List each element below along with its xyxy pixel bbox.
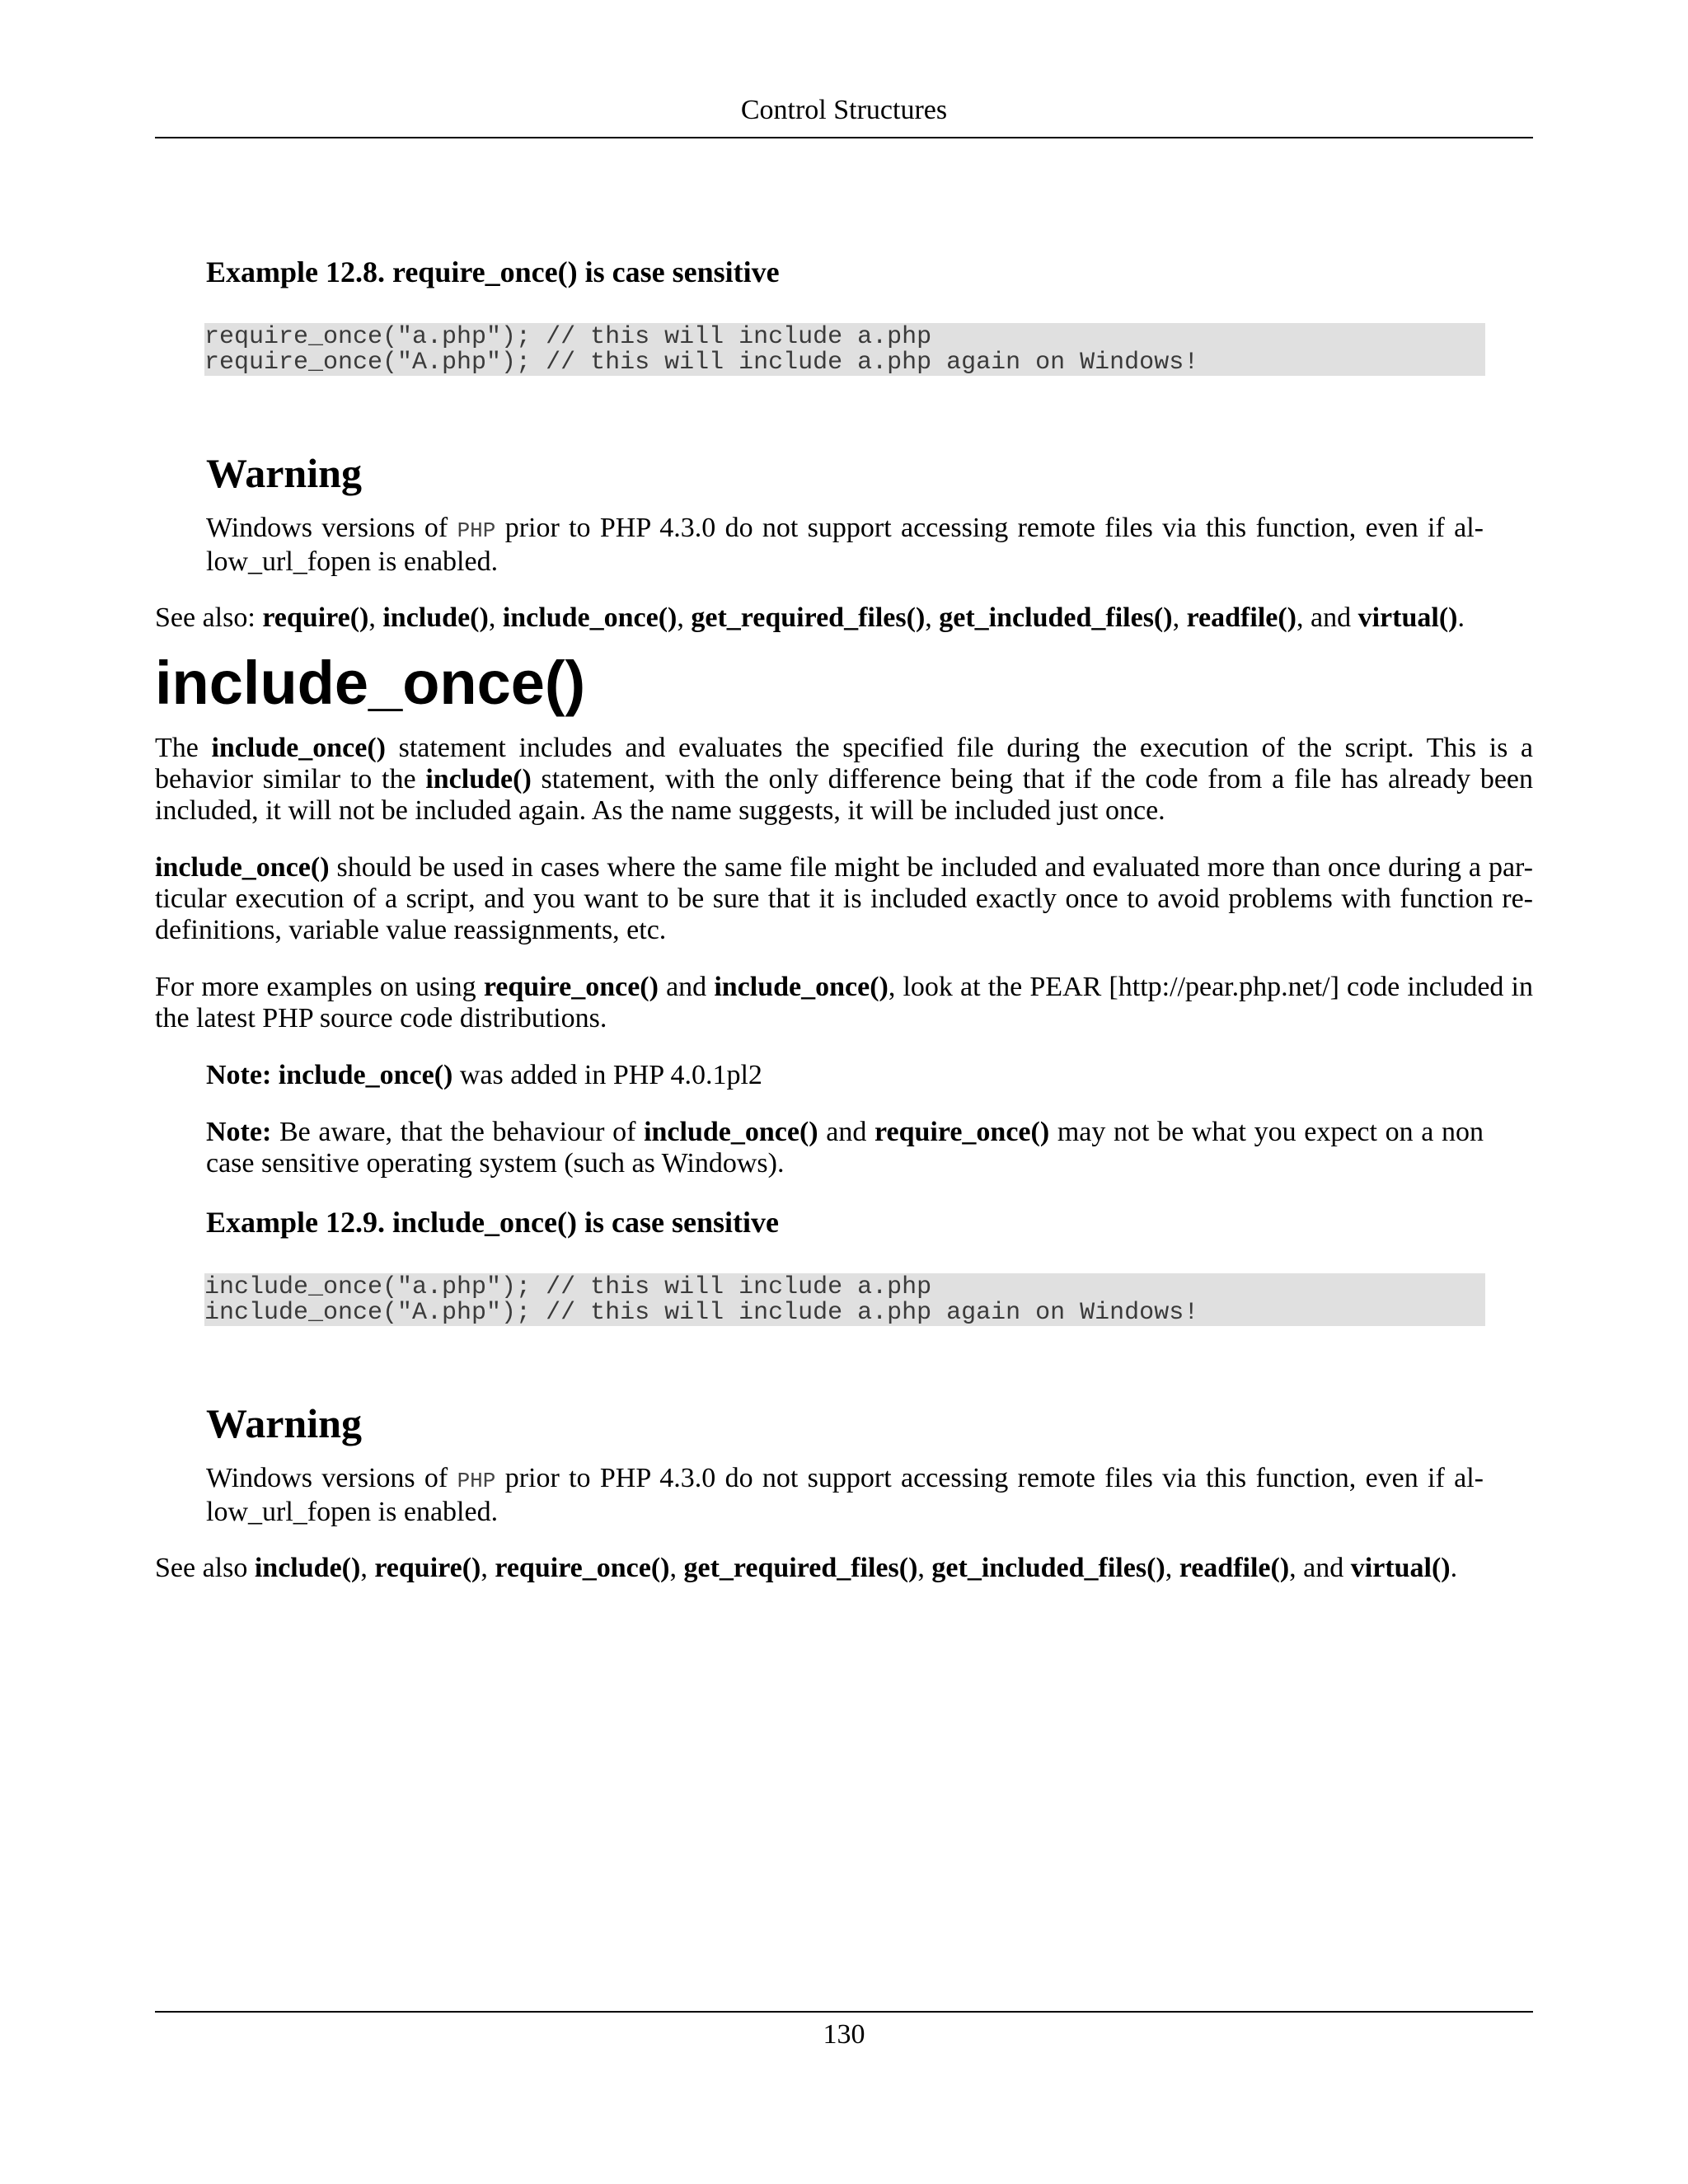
note	[206, 1060, 1484, 1091]
function-ref: require_once()	[874, 1117, 1050, 1147]
see-also-line	[155, 1553, 1533, 1584]
text-run: Windows versions of	[206, 1463, 457, 1493]
function-ref: include()	[425, 764, 532, 794]
example-title: Example 12.8. require_once() is case sensitive	[206, 255, 780, 288]
warning-box	[206, 450, 1484, 578]
function-ref: virtual()	[1350, 1553, 1451, 1583]
text-run: Be aware, that the behaviour of	[279, 1117, 645, 1147]
page-number: 130	[823, 2019, 865, 2050]
separator: , and	[1289, 1553, 1351, 1583]
function-ref: get_included_files()	[931, 1553, 1165, 1583]
text-run: See also	[155, 1553, 255, 1583]
code-line: include_once("a.php"); // this will include a.php	[204, 1273, 932, 1301]
function-ref: include()	[382, 602, 489, 633]
text-run: The	[155, 733, 212, 763]
warning-text	[206, 513, 1484, 578]
paragraph	[155, 972, 1533, 1034]
separator: ,	[917, 1553, 932, 1583]
text-run: statement, with the only difference being that if the code from a file has already been included, it will not be included again. As the name suggests, it will be included just once.	[155, 764, 1534, 826]
paragraph	[155, 852, 1533, 946]
separator: ,	[1165, 1553, 1179, 1583]
function-ref: include_once()	[502, 602, 678, 633]
text-run: and	[818, 1117, 875, 1147]
separator: ,	[1172, 602, 1187, 633]
footer-rule	[155, 2011, 1533, 2013]
function-ref: include_once()	[211, 733, 386, 763]
separator: ,	[481, 1553, 495, 1583]
header-rule	[155, 137, 1533, 138]
running-header: Control Structures	[740, 95, 948, 125]
separator: , and	[1296, 602, 1358, 633]
code-block	[204, 323, 1485, 376]
text-run: For more examples on using	[155, 972, 484, 1002]
separator: .	[1450, 1553, 1458, 1583]
function-ref: include_once()	[155, 852, 330, 883]
function-ref: include_once()	[644, 1117, 818, 1147]
separator: ,	[488, 602, 503, 633]
note-label: Note:	[206, 1060, 279, 1090]
section-heading: include_once()	[155, 649, 586, 717]
code-line: require_once("A.php"); // this will include a.php again on Windows!	[204, 349, 1199, 377]
paragraph	[155, 733, 1533, 827]
text-run: prior to PHP 4.3.0 do not support accessing remote files via this function, even if al-low_url_fopen is enabled.	[206, 513, 1484, 577]
code-line: require_once("a.php"); // this will include a.php	[204, 323, 932, 351]
function-ref: get_required_files()	[683, 1553, 918, 1583]
text-run: prior to PHP 4.3.0 do not support accessing remote files via this function, even if al-low_url_fopen is enabled.	[206, 1463, 1484, 1527]
function-ref: virtual()	[1357, 602, 1458, 633]
separator: ,	[677, 602, 692, 633]
function-ref: include()	[254, 1553, 361, 1583]
text-run: See also:	[155, 602, 263, 633]
see-also-line	[155, 602, 1533, 634]
text-run: Windows versions of	[206, 513, 457, 543]
warning-title: Warning	[206, 1400, 362, 1446]
text-run: statement includes and evaluates the specified file during the execution of the script. This is a behavior similar to the	[155, 733, 1534, 794]
separator: .	[1457, 602, 1465, 633]
function-ref: readfile()	[1179, 1553, 1290, 1583]
text-run: was added in PHP 4.0.1pl2	[452, 1060, 762, 1090]
function-ref: readfile()	[1186, 602, 1297, 633]
function-ref: require_once()	[495, 1553, 670, 1583]
code-block	[204, 1273, 1485, 1326]
page-content	[155, 254, 1533, 1584]
function-ref: require()	[374, 1553, 481, 1583]
separator: ,	[360, 1553, 375, 1583]
warning-text	[206, 1463, 1484, 1528]
separator: ,	[925, 602, 940, 633]
separator: ,	[669, 1553, 684, 1583]
text-run: , look at the PEAR [http://pear.php.net/] code included in the latest PHP source code distributions.	[155, 972, 1534, 1033]
function-ref: require_once()	[483, 972, 659, 1002]
example-title: Example 12.9. include_once() is case sensitive	[206, 1206, 779, 1239]
text-run: should be used in cases where the same file might be included and evaluated more than once during a par-ticular execution of a script, and you want to be sure that it is included exactly once to avoid problems with function re-definitions, variable value reassignments, etc.	[155, 852, 1533, 945]
text-run: may not be what you expect on a non case sensitive operating system (such as Windows).	[206, 1117, 1484, 1179]
inline-code: PHP	[457, 518, 496, 543]
code-line: include_once("A.php"); // this will include a.php again on Windows!	[204, 1299, 1199, 1327]
function-ref: get_required_files()	[691, 602, 926, 633]
notes	[206, 1060, 1484, 1528]
text-run: and	[658, 972, 715, 1002]
function-ref: include_once()	[714, 972, 889, 1002]
function-ref: require()	[262, 602, 369, 633]
function-ref: get_included_files()	[939, 602, 1173, 633]
example-12-8	[206, 254, 1484, 376]
warning-title: Warning	[206, 450, 362, 496]
inline-code: PHP	[457, 1469, 496, 1493]
function-ref: include_once()	[278, 1060, 453, 1090]
separator: ,	[368, 602, 383, 633]
note-label: Note:	[206, 1117, 279, 1147]
note	[206, 1117, 1484, 1179]
